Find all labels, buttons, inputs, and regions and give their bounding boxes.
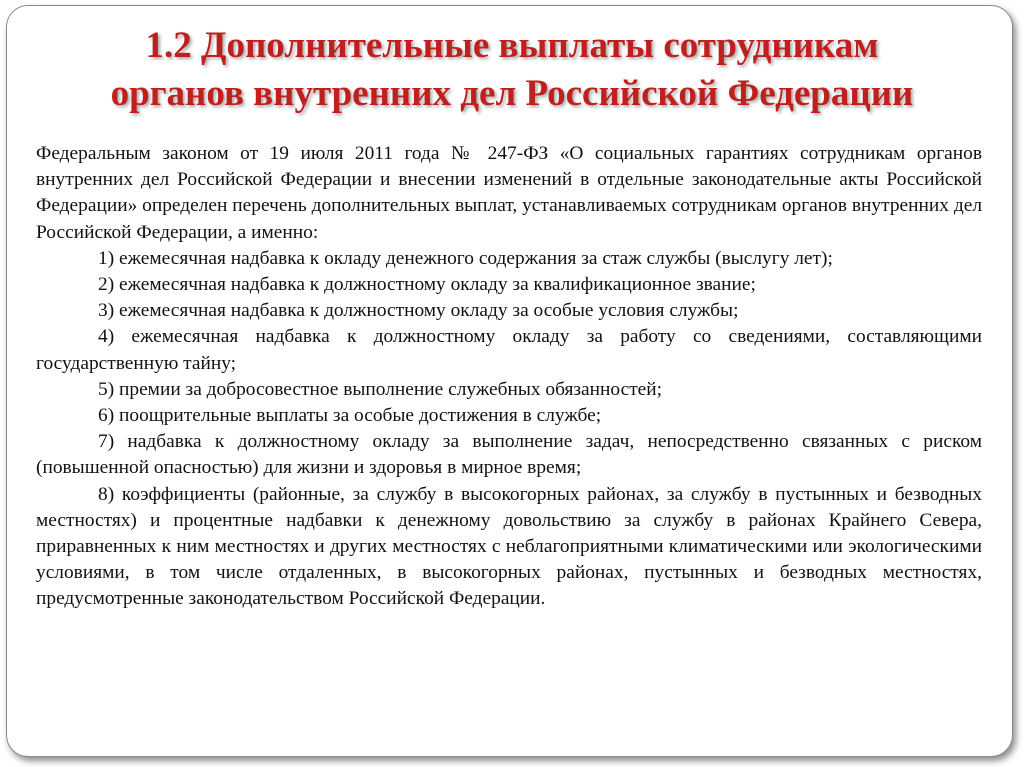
slide-body xyxy=(36,141,982,613)
list-item-6: 6) поощрительные выплаты за особые достижения в службе; xyxy=(98,405,602,427)
list-item-1: 1) ежемесячная надбавка к окладу денежного содержания за стаж службы (выслугу лет); xyxy=(98,247,833,269)
list-item-8: 8) коэффициенты (районные, за службу в высокогорных районах, за службу в пустынных и безводных местностях) и процентные надбавки к денежному довольствию за службу в районах Крайнего Севера, приравненных к ним местностях и других местностях с неблагоприятными климатическими или экологическими условиями, в том числе отдаленных, в высокогорных районах, пустынных и безводных местностях, предусмотренные законодательством Российской Федерации. xyxy=(36,483,982,610)
list-item-4: 4) ежемесячная надбавка к должностному окладу за работу со сведениями, составляющими государственную тайну; xyxy=(36,326,982,374)
list-item-2: 2) ежемесячная надбавка к должностному окладу за квалификационное звание; xyxy=(98,274,756,296)
list-item-7: 7) надбавка к должностному окладу за выполнение задач, непосредственно связанных с риском (повышенной опасностью) для жизни и здоровья в мирное время; xyxy=(36,431,982,479)
intro-paragraph: Федеральным законом от 19 июля 2011 года № 247-ФЗ «О социальных гарантиях сотрудникам органов внутренних дел Российской Федерации и внесении изменений в отдельные законодательные акты Российской Федерации» определен перечень дополнительных выплат, устанавливаемых сотрудникам органов внутренних дел Российской Федерации, а именно: xyxy=(36,143,982,243)
slide-title xyxy=(40,22,984,118)
title-line-1: 1.2 Дополнительные выплаты сотрудникам xyxy=(145,25,879,66)
list-item-3: 3) ежемесячная надбавка к должностному окладу за особые условия службы; xyxy=(98,300,739,322)
title-line-2: органов внутренних дел Российской Федерации xyxy=(110,73,914,114)
list-item-5: 5) премии за добросовестное выполнение служебных обязанностей; xyxy=(98,378,663,400)
